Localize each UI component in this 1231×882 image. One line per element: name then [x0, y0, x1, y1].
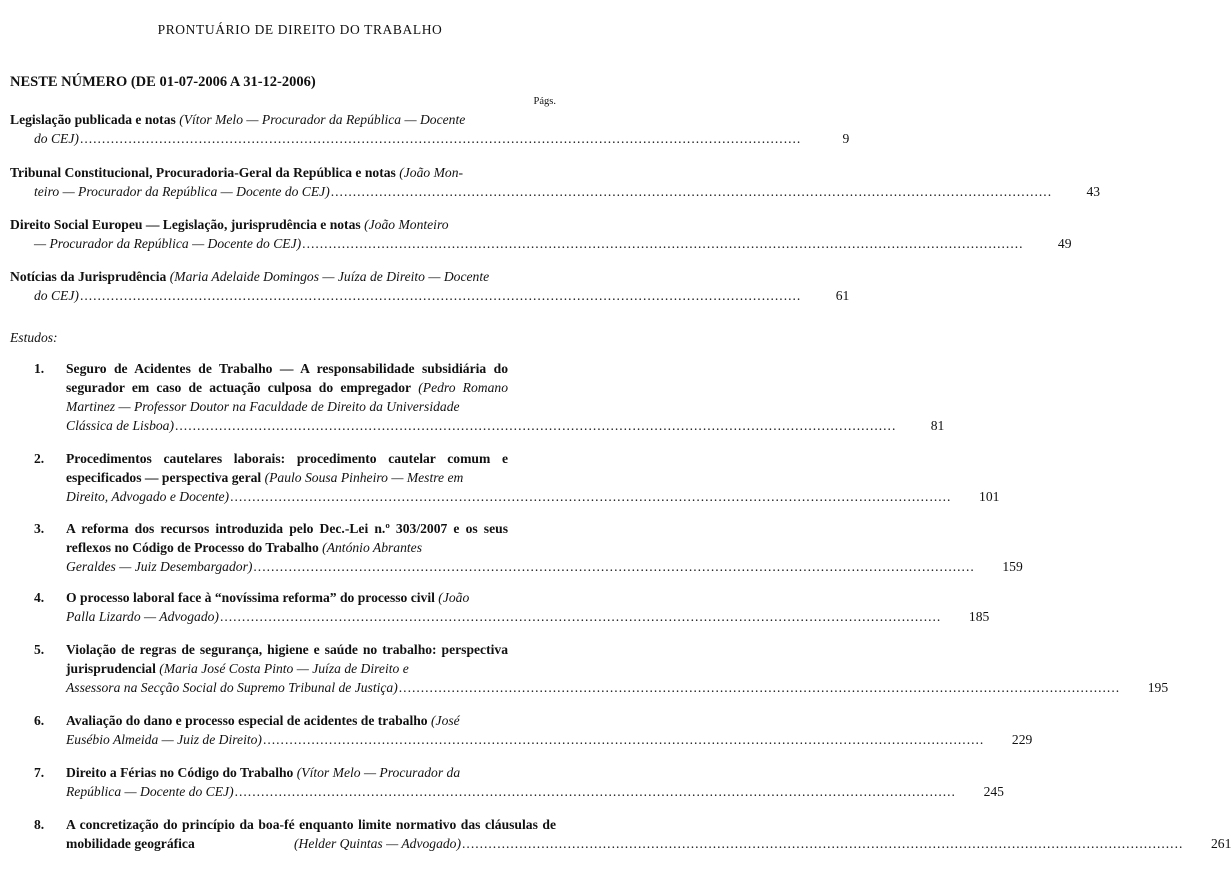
study-title: Procedimentos cautelares laborais: procedimento cautelar comum e especificados — perspectiva geral [66, 451, 508, 485]
entry-author: (João Mon- [399, 165, 464, 180]
study-entry-7[interactable]: 7. Direito a Férias no Código do Trabalho (Vítor Melo — Procurador da República — Docente do CEJ) .................................................................................................................................................................... 245 [34, 765, 1004, 799]
study-author-cont: República — Docente do CEJ) [66, 784, 234, 799]
entry-author-cont: teiro — Procurador da República — Docente do CEJ) [34, 184, 330, 199]
entry-page: 9 [842, 131, 850, 146]
entry-author: (João Monteiro [364, 217, 449, 232]
entry-page: 43 [1086, 184, 1101, 199]
study-title: A concretização do princípio da boa-fé enquanto limite normativo das cláusulas de mobilidade geográfica [66, 817, 556, 851]
study-number: 7. [34, 765, 45, 780]
study-author-cont: Eusébio Almeida — Juiz de Direito) [66, 732, 262, 747]
study-author: (Maria José Costa Pinto — Juíza de Direito e [159, 661, 409, 676]
study-title: Direito a Férias no Código do Trabalho [66, 765, 294, 780]
study-number: 8. [34, 817, 45, 832]
study-author: (Pedro Romano Martinez — Professor Doutor na Faculdade de Direito da Universidade [66, 380, 508, 414]
study-page: 261 [1210, 836, 1231, 851]
study-entry-3[interactable]: 3. A reforma dos recursos introduzida pelo Dec.-Lei n.º 303/2007 e os seus reflexos no Código de Processo do Trabalho (António Abrantes Geraldes — Juiz Desembargador) .................................................................................................................................................................... 159 [34, 521, 1023, 574]
entry-author: (Maria Adelaide Domingos — Juíza de Direito — Docente [169, 269, 490, 284]
study-page: 229 [1011, 732, 1033, 747]
study-author: (José [431, 713, 460, 728]
study-number: 2. [34, 451, 45, 466]
study-author: (Paulo Sousa Pinheiro — Mestre em [264, 470, 464, 485]
study-page: 185 [968, 609, 990, 624]
entry-author: (Vítor Melo — Procurador da República — Docente [179, 112, 466, 127]
study-page: 195 [1147, 680, 1169, 695]
studies-heading: Estudos: [10, 330, 58, 345]
study-number: 1. [34, 361, 45, 376]
study-title: Avaliação do dano e processo especial de acidentes de trabalho [66, 713, 428, 728]
study-page: 159 [1002, 559, 1023, 574]
study-entry-2[interactable]: 2. Procedimentos cautelares laborais: procedimento cautelar comum e especificados — perspectiva geral (Paulo Sousa Pinheiro — Mestre em Direito, Advogado e Docente) .................................................................................................................................................................... 101 [34, 451, 1000, 504]
study-number: 5. [34, 642, 45, 657]
study-page: 101 [979, 489, 1000, 504]
pages-column-label: Págs. [533, 96, 556, 107]
study-author-cont: Assessora na Secção Social do Supremo Tribunal de Justiça) [66, 680, 398, 695]
study-entry-8[interactable]: 8. A concretização do princípio da boa-fé enquanto limite normativo das cláusulas de mobilidade geográfica (Helder Quintas — Advogado) .................................................................................................................................................................... 261 [34, 817, 1231, 851]
entry-author-cont: do CEJ) [34, 131, 79, 146]
study-author-cont: Direito, Advogado e Docente) [66, 489, 230, 504]
toc-entry-legislacao[interactable]: Legislação publicada e notas (Vítor Melo — Procurador da República — Docente do CEJ) .................................................................................................................................................................... 9 [10, 112, 850, 146]
toc-entry-noticias-jurisprudencia[interactable]: Notícias da Jurisprudência (Maria Adelaide Domingos — Juíza de Direito — Docente do CEJ) .................................................................................................................................................................... 61 [10, 269, 850, 303]
study-number: 4. [34, 590, 45, 605]
study-author: (João [438, 590, 470, 605]
study-author-cont: Clássica de Lisboa) [66, 418, 174, 433]
study-number: 3. [34, 521, 45, 536]
study-author: (Vítor Melo — Procurador da [296, 765, 461, 780]
study-entry-5[interactable]: 5. Violação de regras de segurança, higiene e saúde no trabalho: perspectiva jurisprudencial (Maria José Costa Pinto — Juíza de Direito e Assessora na Secção Social do Supremo Tribunal de Justiça) .................................................................................................................................................................... 195 [34, 642, 1169, 695]
entry-title: Tribunal Constitucional, Procuradoria-Geral da República e notas [10, 165, 396, 180]
toc-entry-tribunal-constitucional[interactable]: Tribunal Constitucional, Procuradoria-Geral da República e notas (João Mon- teiro — Procurador da República — Docente do CEJ) .................................................................................................................................................................... 43 [10, 165, 1101, 199]
entry-author-cont: do CEJ) [34, 288, 79, 303]
page-title: PRONTUÁRIO DE DIREITO DO TRABALHO [157, 22, 443, 37]
study-title: Violação de regras de segurança, higiene e saúde no trabalho: perspectiva jurisprudencial [66, 642, 508, 676]
study-title: A reforma dos recursos introduzida pelo Dec.-Lei n.º 303/2007 e os seus reflexos no Código de Processo do Trabalho [66, 521, 508, 555]
study-entry-4[interactable]: 4. O processo laboral face à “novíssima reforma” do processo civil (João Palla Lizardo — Advogado) .................................................................................................................................................................... 185 [34, 590, 990, 624]
study-page: 81 [930, 418, 945, 433]
entry-title: Notícias da Jurisprudência [10, 269, 167, 284]
study-author: (António Abrantes [322, 540, 422, 555]
entry-page: 49 [1057, 236, 1072, 251]
study-entry-6[interactable]: 6. Avaliação do dano e processo especial de acidentes de trabalho (José Eusébio Almeida — Juiz de Direito) .................................................................................................................................................................... 229 [34, 713, 1033, 747]
study-title: Seguro de Acidentes de Trabalho — A responsabilidade subsidiária do segurador em caso de actuação culposa do empregador [66, 361, 508, 395]
study-author: (Helder Quintas — Advogado) [294, 836, 462, 851]
issue-heading: NESTE NÚMERO (DE 01-07-2006 A 31-12-2006) [10, 74, 316, 90]
study-page: 245 [983, 784, 1004, 799]
entry-page: 61 [835, 288, 850, 303]
study-author-cont: Palla Lizardo — Advogado) [66, 609, 219, 624]
study-entry-1[interactable]: 1. Seguro de Acidentes de Trabalho — A responsabilidade subsidiária do segurador em caso de actuação culposa do empregador (Pedro Romano Martinez — Professor Doutor na Faculdade de Direito da Universidade Clássica de Lisboa) .................................................................................................................................................................... 81 [34, 361, 945, 433]
entry-title: Direito Social Europeu — Legislação, jurisprudência e notas [10, 217, 361, 232]
study-number: 6. [34, 713, 45, 728]
study-author-cont: Geraldes — Juiz Desembargador) [66, 559, 253, 574]
toc-entry-direito-social-europeu[interactable]: Direito Social Europeu — Legislação, jurisprudência e notas (João Monteiro — Procurador da República — Docente do CEJ) .................................................................................................................................................................... 49 [10, 217, 1072, 251]
study-title: O processo laboral face à “novíssima reforma” do processo civil [66, 590, 435, 605]
entry-title: Legislação publicada e notas [10, 112, 176, 127]
entry-author-cont: — Procurador da República — Docente do CEJ) [34, 236, 302, 251]
